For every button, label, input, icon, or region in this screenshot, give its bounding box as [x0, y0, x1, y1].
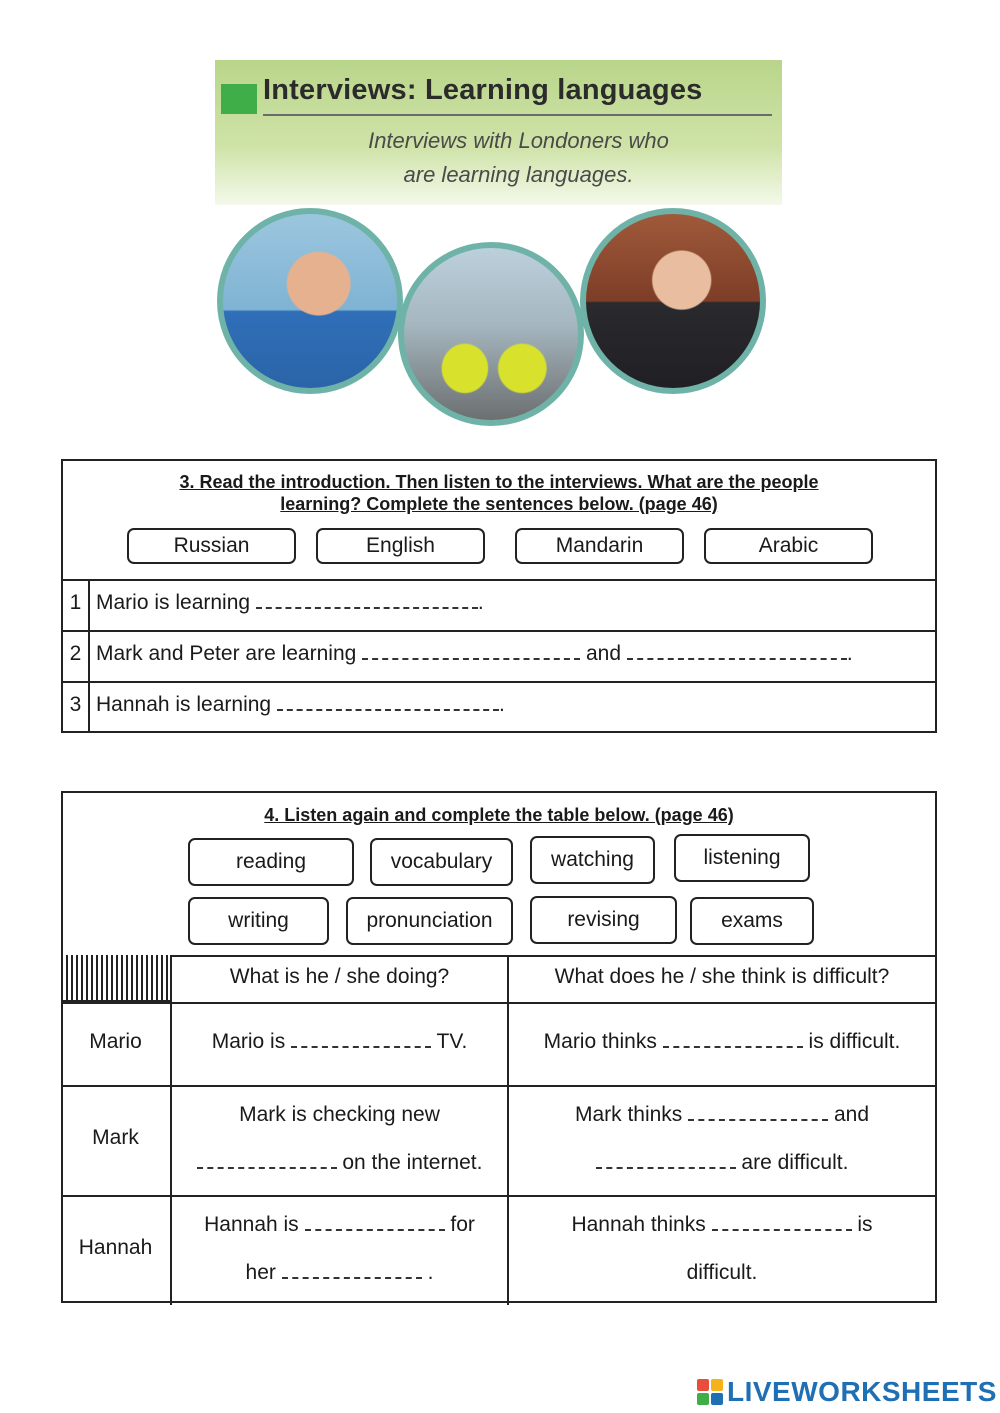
word-arabic[interactable]: Arabic	[704, 528, 873, 564]
exercise-3	[61, 459, 937, 733]
sentence-conjunction: and	[586, 642, 622, 665]
cell-line	[172, 1249, 507, 1297]
sentence-1	[96, 591, 484, 615]
cell-text: Mark is checking new	[239, 1103, 440, 1126]
mario-difficult-cell	[509, 1002, 935, 1085]
cell-text: Hannah is	[204, 1213, 299, 1236]
cell-text: and	[834, 1103, 870, 1126]
instruction-line-1: 3. Read the introduction. Then listen to the interviews. What are the people	[179, 472, 819, 492]
cell-line	[509, 1201, 935, 1249]
mario-doing-cell	[172, 1002, 507, 1085]
word-watching[interactable]: watching	[530, 836, 655, 884]
exercise-4	[61, 791, 937, 1303]
title-divider	[263, 114, 772, 116]
word-vocabulary[interactable]: vocabulary	[370, 838, 513, 886]
answer-blank-mark-difficult-1[interactable]	[688, 1103, 828, 1121]
cell-text: Mario thinks	[543, 1030, 657, 1053]
header-doing: What is he / she doing?	[229, 965, 450, 988]
cell-text: Mario is	[211, 1030, 286, 1053]
word-pronunciation[interactable]: pronunciation	[346, 897, 513, 945]
photo-mark-and-peter	[398, 242, 584, 426]
word-english[interactable]: English	[316, 528, 485, 564]
answer-blank-3[interactable]	[277, 693, 499, 711]
cell-text: .	[427, 1261, 434, 1284]
row-name-mario: Mario	[89, 1030, 142, 1053]
photo-hannah	[580, 208, 766, 394]
answer-blank-mario-doing[interactable]	[291, 1030, 431, 1048]
word-exams[interactable]: exams	[690, 897, 814, 945]
sentence-text: Hannah is learning	[96, 693, 272, 716]
logo-text: LIVEWORKSHEETS	[727, 1376, 997, 1407]
row-number: 3	[63, 683, 90, 732]
exercise-3-instruction	[103, 471, 895, 515]
subtitle-line-1: Interviews with Londoners who	[368, 128, 669, 153]
cell-line	[172, 1201, 507, 1249]
word-reading[interactable]: reading	[188, 838, 354, 886]
liveworksheets-logo[interactable]	[697, 1375, 997, 1409]
cell-text: TV.	[436, 1030, 468, 1053]
answer-blank-mario-difficult[interactable]	[663, 1030, 803, 1048]
answer-blank-mark-doing[interactable]	[197, 1151, 337, 1169]
mark-doing-cell	[172, 1091, 507, 1191]
cell-text: her	[245, 1261, 276, 1284]
cell-line	[172, 1139, 507, 1187]
header-banner	[215, 60, 782, 205]
liveworksheets-logo-icon	[697, 1379, 723, 1405]
word-writing[interactable]: writing	[188, 897, 329, 945]
sentence-text: Mario is learning	[96, 591, 251, 614]
logo-square-green	[697, 1393, 709, 1405]
answer-blank-hannah-doing-1[interactable]	[305, 1213, 445, 1231]
answer-blank-2a[interactable]	[362, 642, 580, 660]
page-title: Interviews: Learning languages	[263, 74, 703, 106]
row-number: 2	[63, 632, 90, 681]
word-revising[interactable]: revising	[530, 896, 677, 944]
sentence-3	[96, 693, 505, 717]
sentence-row	[63, 681, 935, 732]
logo-square-blue	[711, 1393, 723, 1405]
answer-blank-mark-difficult-2[interactable]	[596, 1151, 736, 1169]
cell-text: Hannah thinks	[571, 1213, 706, 1236]
word-listening[interactable]: listening	[674, 834, 810, 882]
hannah-difficult-cell	[509, 1201, 935, 1301]
answer-blank-hannah-difficult[interactable]	[712, 1213, 852, 1231]
cell-text: for	[450, 1213, 475, 1236]
answer-table	[61, 955, 937, 1305]
row-name-mark: Mark	[92, 1126, 139, 1149]
page-subtitle	[275, 124, 762, 192]
hannah-doing-cell	[172, 1201, 507, 1301]
sentence-row	[63, 579, 935, 630]
hatched-corner-cell	[61, 955, 170, 1002]
row-name-hannah: Hannah	[78, 1236, 153, 1259]
subtitle-line-2: are learning languages.	[403, 162, 634, 187]
sentence-end: .	[477, 591, 484, 614]
green-square-icon	[221, 84, 257, 114]
logo-square-yellow	[711, 1379, 723, 1391]
instruction-line-2: learning? Complete the sentences below. (page 46)	[280, 494, 718, 514]
cell-text: Mark thinks	[574, 1103, 683, 1126]
word-mandarin[interactable]: Mandarin	[515, 528, 684, 564]
cell-text: is	[857, 1213, 873, 1236]
sentence-text: Mark and Peter are learning	[96, 642, 357, 665]
answer-blank-1[interactable]	[256, 591, 478, 609]
word-russian[interactable]: Russian	[127, 528, 296, 564]
answer-blank-hannah-doing-2[interactable]	[282, 1261, 422, 1279]
mark-difficult-cell	[509, 1091, 935, 1191]
sentence-end: .	[498, 693, 505, 716]
cell-line	[509, 1091, 935, 1139]
row-number: 1	[63, 581, 90, 630]
cell-text: are difficult.	[741, 1151, 849, 1174]
header-difficult: What does he / she think is difficult?	[554, 965, 890, 988]
exercise-4-instruction: 4. Listen again and complete the table below. (page 46)	[264, 805, 734, 825]
sentence-end: .	[846, 642, 853, 665]
cell-text: is difficult.	[808, 1030, 901, 1053]
cell-text: difficult.	[686, 1261, 758, 1284]
cell-text: on the internet.	[342, 1151, 483, 1174]
answer-blank-2b[interactable]	[627, 642, 847, 660]
sentence-2	[96, 642, 853, 666]
logo-square-red	[697, 1379, 709, 1391]
sentence-row	[63, 630, 935, 681]
photo-mario	[217, 208, 403, 394]
cell-line	[509, 1139, 935, 1187]
